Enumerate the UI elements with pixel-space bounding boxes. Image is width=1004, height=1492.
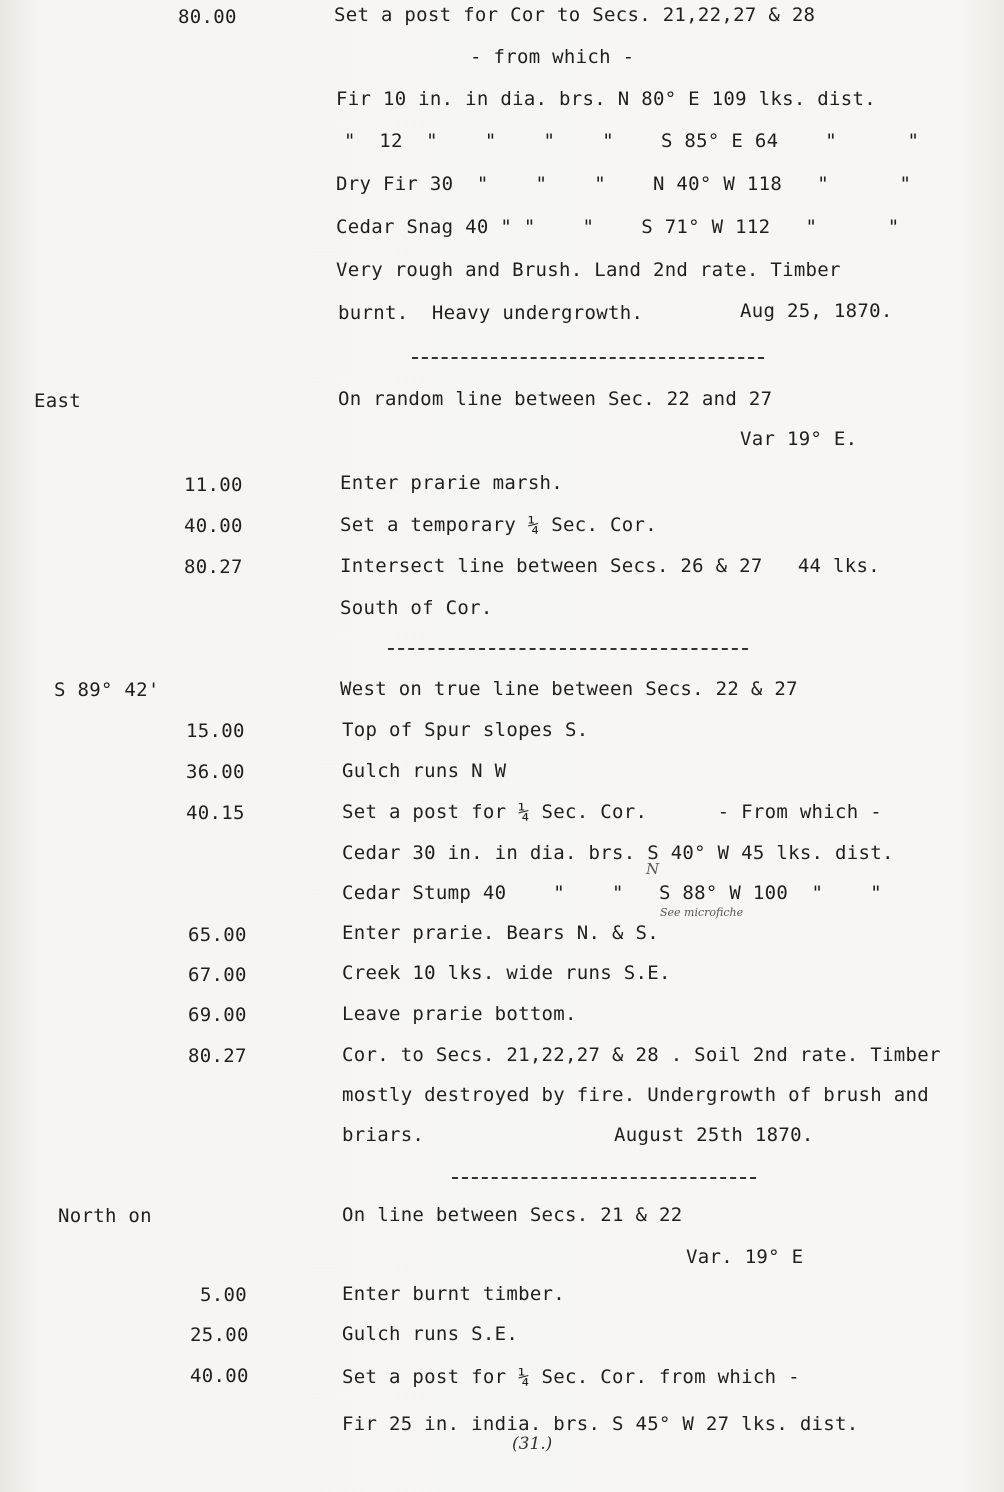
entry-line: Creek 10 lks. wide runs S.E. xyxy=(342,962,671,984)
station: 40.00 xyxy=(184,515,243,537)
entry-line: Very rough and Brush. Land 2nd rate. Timber xyxy=(336,259,841,281)
entry-date: Aug 25, 1870. xyxy=(740,300,893,322)
station: 25.00 xyxy=(190,1324,249,1346)
handwritten-n-correction: N xyxy=(646,860,660,878)
entry-line: briars. xyxy=(342,1124,425,1146)
line-heading: West on true line between Secs. 22 & 27 xyxy=(340,678,798,700)
direction-label: East xyxy=(34,390,81,412)
station: 67.00 xyxy=(188,964,247,986)
entry-line: Top of Spur slopes S. xyxy=(342,719,589,741)
entry-line: - from which - xyxy=(470,46,635,68)
station: 36.00 xyxy=(186,761,245,783)
entry-line: Cedar Stump 40 " " S 88° W 100 " " xyxy=(342,882,882,904)
section-divider xyxy=(412,357,764,359)
station: 40.00 xyxy=(190,1365,249,1387)
line-heading: On random line between Sec. 22 and 27 xyxy=(338,388,773,410)
line-heading: On line between Secs. 21 & 22 xyxy=(342,1204,683,1226)
entry-line: Dry Fir 30 " " " N 40° W 118 " " xyxy=(336,173,912,195)
entry-line: Cedar Snag 40 " " " S 71° W 112 " " xyxy=(336,216,900,238)
direction-label: North on xyxy=(58,1205,152,1227)
entry-line: Cedar 30 in. in dia. brs. S 40° W 45 lks. dist. xyxy=(342,842,894,864)
entry-line: Set a temporary ¼ Sec. Cor. xyxy=(340,514,657,536)
entry-line: Set a post for Cor to Secs. 21,22,27 & 28 xyxy=(334,4,816,26)
station: 5.00 xyxy=(200,1284,247,1306)
entry-date: August 25th 1870. xyxy=(614,1124,814,1146)
station: 80.27 xyxy=(188,1045,247,1067)
variation: Var 19° E. xyxy=(740,428,858,450)
station: 69.00 xyxy=(188,1004,247,1026)
handwritten-microfiche-note: See microfiche xyxy=(660,906,744,919)
entry-line: Intersect line between Secs. 26 & 27 44 lks. xyxy=(340,555,880,577)
direction-label: S 89° 42' xyxy=(54,679,160,701)
variation: Var. 19° E xyxy=(686,1246,804,1268)
station: 80.27 xyxy=(184,556,243,578)
section-divider xyxy=(452,1177,756,1179)
entry-line: Gulch runs N W xyxy=(342,760,507,782)
entry-line: South of Cor. xyxy=(340,597,493,619)
entry-line: Enter prarie. Bears N. & S. xyxy=(342,922,659,944)
entry-line: Set a post for ¼ Sec. Cor. - From which - xyxy=(342,801,882,823)
entry-line: burnt. Heavy undergrowth. xyxy=(338,302,644,324)
entry-line: Leave prarie bottom. xyxy=(342,1003,577,1025)
station-80-00: 80.00 xyxy=(178,6,237,28)
entry-line: Gulch runs S.E. xyxy=(342,1323,519,1345)
entry-line: Fir 25 in. india. brs. S 45° W 27 lks. dist. xyxy=(342,1413,859,1435)
entry-line: mostly destroyed by fire. Undergrowth of brush and xyxy=(342,1084,929,1106)
page-number: (31.) xyxy=(512,1434,553,1454)
station: 40.15 xyxy=(186,802,245,824)
station: 65.00 xyxy=(188,924,247,946)
station: 15.00 xyxy=(186,720,245,742)
station: 11.00 xyxy=(184,474,243,496)
entry-line: Enter burnt timber. xyxy=(342,1283,566,1305)
entry-line: " 12 " " " " S 85° E 64 " " xyxy=(344,130,920,152)
entry-line: Set a post for ¼ Sec. Cor. from which - xyxy=(342,1366,800,1388)
section-divider xyxy=(388,648,748,650)
entry-line: Enter prarie marsh. xyxy=(340,472,564,494)
entry-line: Fir 10 in. in dia. brs. N 80° E 109 lks. dist. xyxy=(336,88,876,110)
entry-line: Cor. to Secs. 21,22,27 & 28 . Soil 2nd rate. Timber xyxy=(342,1044,941,1066)
